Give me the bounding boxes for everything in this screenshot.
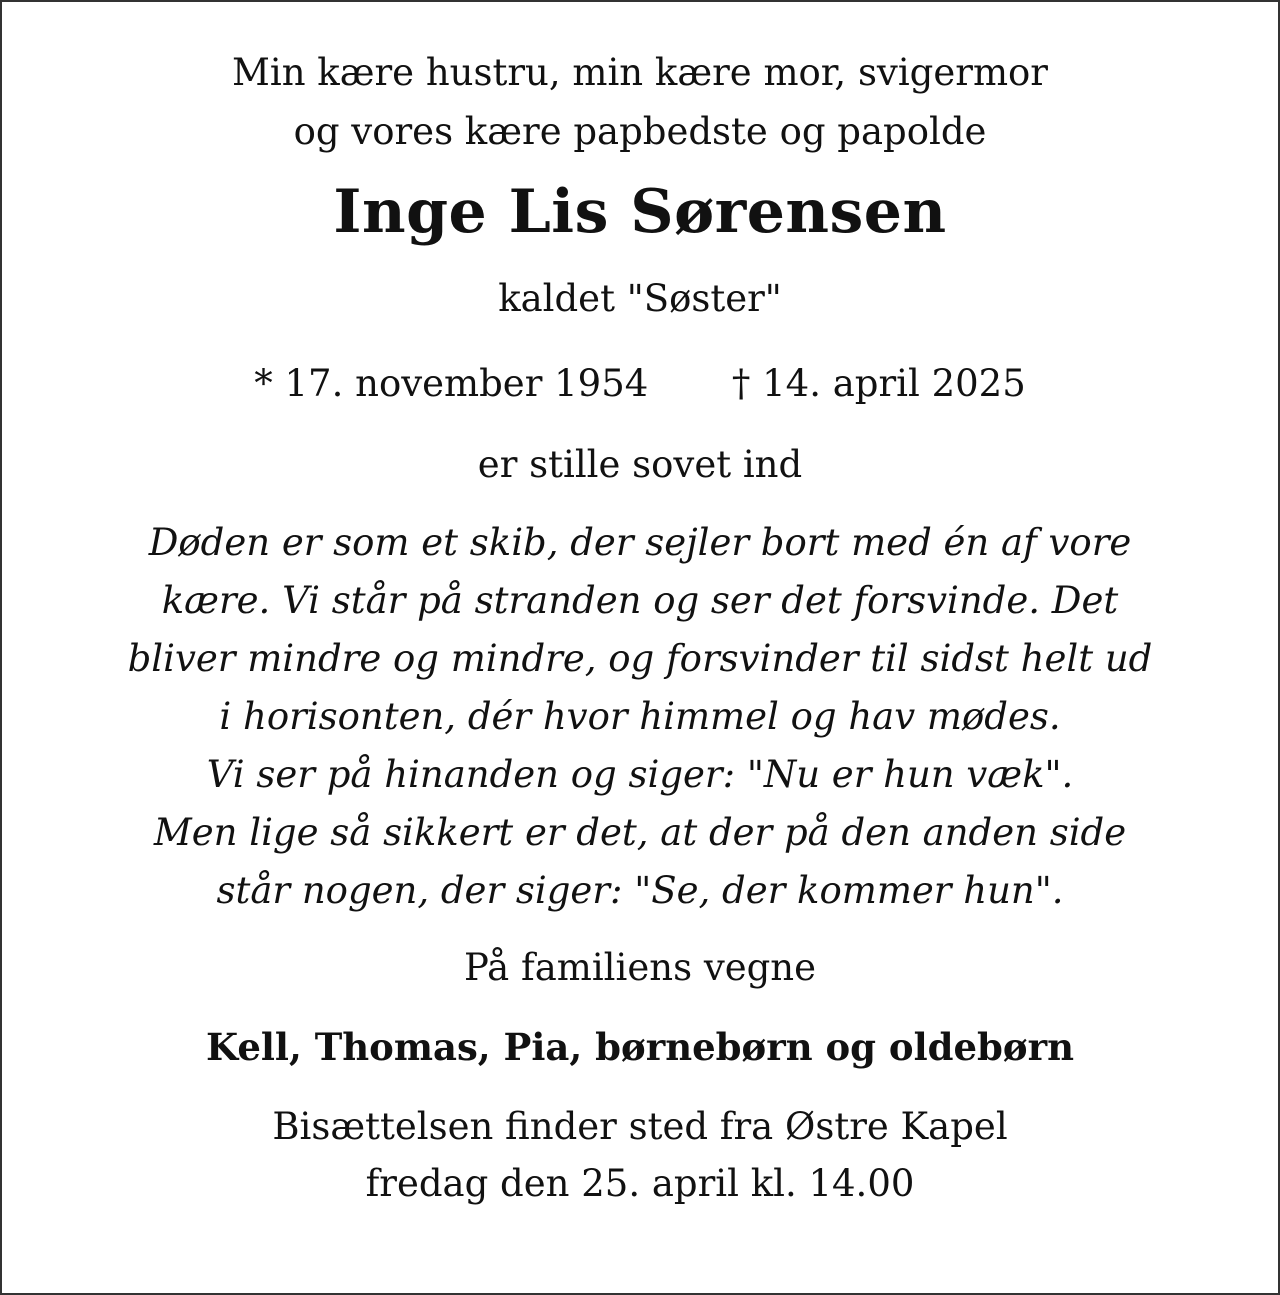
intro-line-1: Min kære hustru, min kære mor, svigermor xyxy=(231,51,1048,94)
passing-text: er stille sovet ind xyxy=(477,443,803,486)
poem-line-4: i horisonten, dér hvor himmel og hav mødes. xyxy=(219,695,1061,738)
poem-line-5: Vi ser på hinanden og siger: "Nu er hun væk". xyxy=(206,753,1074,796)
poem-line-1: Døden er som et skib, der sejler bort med én af vore xyxy=(148,521,1132,564)
poem-line-3: bliver mindre og mindre, og forsvinder til sidst helt ud xyxy=(127,637,1153,680)
death-date: 14. april 2025 xyxy=(762,362,1026,405)
intro-line-2: og vores kære papbedste og papolde xyxy=(293,110,987,153)
poem-line-6: Men lige så sikkert er det, at der på den anden side xyxy=(153,811,1127,854)
birth-symbol: * xyxy=(254,362,273,405)
deceased-name: Inge Lis Sørensen xyxy=(333,177,947,247)
nickname: kaldet "Søster" xyxy=(498,277,782,320)
poem-line-7: står nogen, der siger: "Se, der kommer hun". xyxy=(216,869,1064,912)
poem-line-2: kære. Vi står på stranden og ser det forsvinde. Det xyxy=(161,579,1119,622)
life-dates xyxy=(2,362,1278,405)
signoff: På familiens vegne xyxy=(463,946,817,989)
family-signature: Kell, Thomas, Pia, børnebørn og oldebørn xyxy=(205,1025,1075,1069)
funeral-line-1: Bisættelsen finder sted fra Østre Kapel xyxy=(272,1105,1008,1148)
death-symbol: † xyxy=(731,362,751,405)
funeral-line-2: fredag den 25. april kl. 14.00 xyxy=(365,1162,915,1205)
birth-date: 17. november 1954 xyxy=(284,362,649,405)
